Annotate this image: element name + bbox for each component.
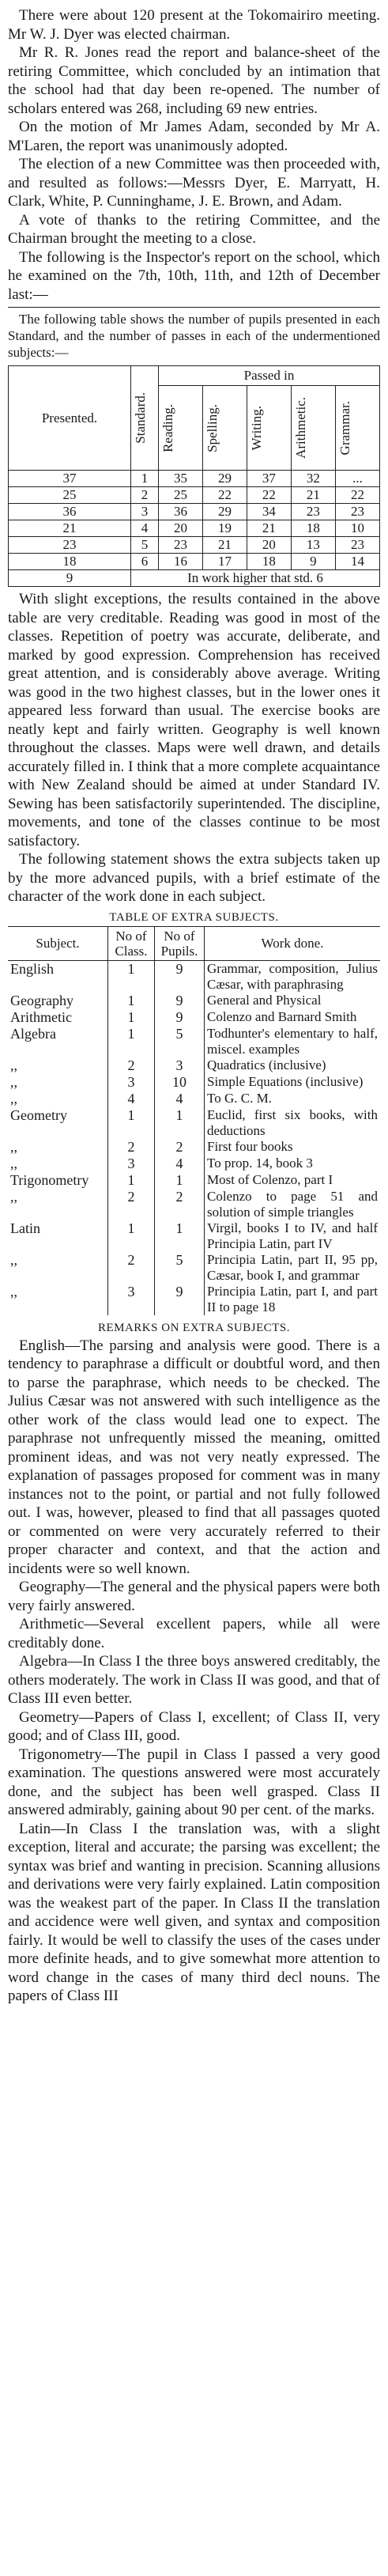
class-cell: 1 bbox=[108, 1107, 155, 1139]
meeting-report bbox=[8, 6, 380, 361]
work-cell: General and Physical bbox=[205, 993, 381, 1009]
paragraph: Algebra—In Class I the three boys answered creditably, the others moderately. The work in Class II was good, and that of Class III even better. bbox=[8, 1653, 380, 1707]
col-header-passed-in: Passed in bbox=[159, 366, 380, 386]
class-cell: 2 bbox=[108, 1252, 155, 1284]
pupils-cell: 10 bbox=[155, 1074, 205, 1091]
class-cell: 3 bbox=[108, 1284, 155, 1315]
subject-cell: ,, bbox=[10, 1138, 17, 1155]
col-header-presented: Presented. bbox=[9, 366, 131, 471]
table-row bbox=[8, 1220, 380, 1252]
class-cell: 4 bbox=[108, 1091, 155, 1107]
remarks bbox=[8, 1337, 380, 2006]
work-cell: Todhunter's elementary to half, miscel. examples bbox=[205, 1026, 381, 1057]
class-cell: 1 bbox=[108, 1009, 155, 1026]
table-row bbox=[8, 1189, 380, 1220]
work-cell: Colenzo and Barnard Smith bbox=[205, 1009, 381, 1026]
paragraph: Geometry—Papers of Class I, excellent; of Class II, very good; and of Class III, good. bbox=[8, 1708, 380, 1744]
work-cell: To G. C. M. bbox=[205, 1091, 381, 1107]
table-row bbox=[8, 1074, 380, 1091]
table-row bbox=[8, 1156, 380, 1172]
paragraph: Mr R. R. Jones read the report and balance-sheet of the retiring Committee, which concluded by an intimation that the school had that day been re-opened. The number of scholars entered was 268, including 69 new entries. bbox=[8, 44, 380, 117]
class-cell: 1 bbox=[108, 993, 155, 1009]
divider bbox=[8, 307, 380, 308]
pupils-cell: 2 bbox=[155, 1189, 205, 1220]
work-cell: Principia Latin, part II, 95 pp, Cæsar, book I, and grammar bbox=[205, 1252, 381, 1284]
col-header-subject: Spelling. bbox=[204, 403, 220, 452]
table-row bbox=[8, 1139, 380, 1156]
pupils-cell: 4 bbox=[155, 1156, 205, 1172]
table-row: 37 1 35 29 37 32 ... bbox=[9, 471, 380, 487]
class-cell: 1 bbox=[108, 960, 155, 993]
col-header-subject: Reading. bbox=[160, 403, 175, 452]
col-header-subject: Grammar. bbox=[337, 400, 352, 456]
subject-cell: Algebra bbox=[10, 1025, 56, 1042]
pupils-cell: 5 bbox=[155, 1026, 205, 1057]
subject-cell: ,, bbox=[10, 1090, 17, 1106]
paragraph: The following is the Inspector's report on the school, which he examined on the 7th, 10th, 11th, and 12th of December last:— bbox=[8, 248, 380, 303]
work-cell: First four books bbox=[205, 1139, 381, 1156]
work-cell: Colenzo to page 51 and solution of simple triangles bbox=[205, 1189, 381, 1220]
pupils-cell: 1 bbox=[155, 1220, 205, 1252]
paragraph: On the motion of Mr James Adam, seconded by Mr A. M'Laren, the report was unanimously adopted. bbox=[8, 119, 380, 154]
col-header-subject: Arithmetic. bbox=[292, 397, 308, 459]
table-row: 36 3 36 29 34 23 23 bbox=[9, 504, 380, 520]
table-row: 25 2 25 22 22 21 22 bbox=[9, 487, 380, 504]
table-footer-row: 9 In work higher that std. 6 bbox=[9, 570, 380, 587]
subject-cell: English bbox=[10, 960, 55, 977]
subject-cell: ,, bbox=[10, 1073, 17, 1090]
paragraph: The following table shows the number of pupils presented in each Standard, and the number of passes in each of the undermentioned subjects:— bbox=[8, 312, 380, 360]
work-cell: Euclid, first six books, with deductions bbox=[205, 1107, 381, 1139]
pupils-cell: 3 bbox=[155, 1057, 205, 1074]
subject-cell: Latin bbox=[10, 1220, 40, 1236]
class-cell: 1 bbox=[108, 1172, 155, 1189]
table-row bbox=[8, 1107, 380, 1139]
pupils-cell: 9 bbox=[155, 1009, 205, 1026]
table-row bbox=[8, 1026, 380, 1057]
col-header: Subject. bbox=[8, 926, 108, 960]
extra-subjects-table bbox=[8, 926, 380, 1315]
col-header-standard: Standard. bbox=[133, 392, 148, 444]
table-caption: TABLE OF EXTRA SUBJECTS. bbox=[109, 910, 279, 924]
pupils-cell: 5 bbox=[155, 1252, 205, 1284]
table-row bbox=[8, 1252, 380, 1284]
paragraph: English—The parsing and analysis were good. There is a tendency to paraphrase a difficult or doubtful word, and then to parse the paraphrase, which needs to be checked. The Julius Cæsar was not answered with such intelligence as the other work of the class would lead one to expect. The paraphrase not unfrequently missed the meaning, omitted prominent ideas, and was not very neatly expressed. The explanation of passages proposed for comment was in many instances not to the point, or partial and not fully followed out. I was, however, pleased to find that all passages quoted or commented on were very accurately referred to their proper character and context, and that the action and incidents were so well known. bbox=[8, 1337, 380, 1577]
table-row bbox=[8, 1091, 380, 1107]
class-cell: 1 bbox=[108, 1026, 155, 1057]
table-row: 23 5 23 21 20 13 23 bbox=[9, 537, 380, 554]
col-header: Work done. bbox=[205, 926, 381, 960]
work-cell: Virgil, books I to IV, and half Principia Latin, part IV bbox=[205, 1220, 381, 1252]
table-row bbox=[8, 960, 380, 993]
subject-cell: ,, bbox=[10, 1251, 17, 1268]
col-header-subject: Writing. bbox=[248, 405, 264, 451]
class-cell: 1 bbox=[108, 1220, 155, 1252]
class-cell: 3 bbox=[108, 1074, 155, 1091]
col-header: No of Class. bbox=[108, 926, 155, 960]
work-cell: To prop. 14, book 3 bbox=[205, 1156, 381, 1172]
paragraph: With slight exceptions, the results contained in the above table are very creditable. Reading was good in most of the classes. Repetition of poetry was accurate, deliberate, and marked by good expression. Comprehension has received great attention, and is considerably above average. Writing was good in the two highest classes, but in the lower ones it appeared less forward than usual. The exercise books are neatly kept and fairly written. Geography is well known throughout the classes. Maps were well drawn, and details accurately filled in. I think that a more complete acquaintance with New Zealand should be aimed at under Standard IV. Sewing has been satisfactorily superintended. The discipline, movements, and tone of the classes continue to be most satisfactory. bbox=[8, 591, 380, 849]
paragraph: A vote of thanks to the retiring Committee, and the Chairman brought the meeting to a close. bbox=[8, 211, 380, 247]
subject-cell: ,, bbox=[10, 1188, 17, 1205]
paragraph: The following statement shows the extra subjects taken up by the more advanced pupils, with a brief estimate of the character of the work done in each subject. bbox=[8, 851, 380, 905]
subject-cell: Trigonometry bbox=[10, 1171, 89, 1188]
table-row bbox=[8, 1284, 380, 1315]
table-row bbox=[8, 1057, 380, 1074]
subject-cell: Geometry bbox=[10, 1106, 67, 1123]
paragraph: Arithmetic—Several excellent papers, while all were creditably done. bbox=[8, 1616, 380, 1651]
pupils-cell: 1 bbox=[155, 1172, 205, 1189]
work-cell: Grammar, composition, Julius Cæsar, with paraphrasing bbox=[205, 960, 381, 993]
class-cell: 3 bbox=[108, 1156, 155, 1172]
newspaper-column bbox=[8, 0, 380, 2006]
passes-table bbox=[8, 365, 380, 587]
table-row bbox=[8, 993, 380, 1009]
subject-cell: ,, bbox=[10, 1057, 17, 1073]
paragraph: Latin—In Class I the translation was, with a slight exception, literal and accurate; the parsing was excellent; the syntax was brief and wanting in precision. Scanning allusions and derivations were very fairly explained. Latin composition was the weakest part of the paper. In Class II the translation and accidence were well given, and syntax and composition fairly. It would be well to classify the uses of the cases under more definite heads, and to give somewhat more attention to word change in the cases of many third decl nouns. The papers of Class III bbox=[8, 1820, 380, 2004]
class-cell: 2 bbox=[108, 1139, 155, 1156]
inspector-comments bbox=[8, 590, 380, 906]
subject-cell: Arithmetic bbox=[10, 1008, 72, 1025]
class-cell: 2 bbox=[108, 1057, 155, 1074]
subject-cell: ,, bbox=[10, 1155, 17, 1171]
pupils-cell: 4 bbox=[155, 1091, 205, 1107]
section-caption: REMARKS ON EXTRA SUBJECTS. bbox=[97, 1321, 291, 1334]
pupils-cell: 2 bbox=[155, 1139, 205, 1156]
paragraph: Geography—The general and the physical papers were both very fairly answered. bbox=[8, 1579, 380, 1614]
pupils-cell: 9 bbox=[155, 960, 205, 993]
paragraph: The election of a new Committee was then proceeded with, and resulted as follows:—Messrs Dyer, E. Marryatt, H. Clark, White, P. Cunninghame, J. E. Brown, and Adam. bbox=[8, 156, 380, 210]
table-row: 21 4 20 19 21 18 10 bbox=[9, 520, 380, 537]
subject-cell: Geography bbox=[10, 992, 73, 1008]
class-cell: 2 bbox=[108, 1189, 155, 1220]
table-row: 18 6 16 17 18 9 14 bbox=[9, 554, 380, 570]
work-cell: Simple Equations (inclusive) bbox=[205, 1074, 381, 1091]
work-cell: Quadratics (inclusive) bbox=[205, 1057, 381, 1074]
table-row bbox=[8, 1172, 380, 1189]
pupils-cell: 1 bbox=[155, 1107, 205, 1139]
paragraph: Trigonometry—The pupil in Class I passed a very good examination. The questions answered were most accurately done, and the subject has been well grasped. Class II answered admirably, gaining about 90 per cent. of the marks. bbox=[8, 1746, 380, 1818]
pupils-cell: 9 bbox=[155, 993, 205, 1009]
subject-cell: ,, bbox=[10, 1283, 17, 1299]
col-header: No of Pupils. bbox=[155, 926, 205, 960]
paragraph: There were about 120 present at the Tokomairiro meeting. Mr W. J. Dyer was elected chairman. bbox=[8, 7, 380, 43]
pupils-cell: 9 bbox=[155, 1284, 205, 1315]
table-row bbox=[8, 1009, 380, 1026]
work-cell: Most of Colenzo, part I bbox=[205, 1172, 381, 1189]
work-cell: Principia Latin, part I, and part II to page 18 bbox=[205, 1284, 381, 1315]
